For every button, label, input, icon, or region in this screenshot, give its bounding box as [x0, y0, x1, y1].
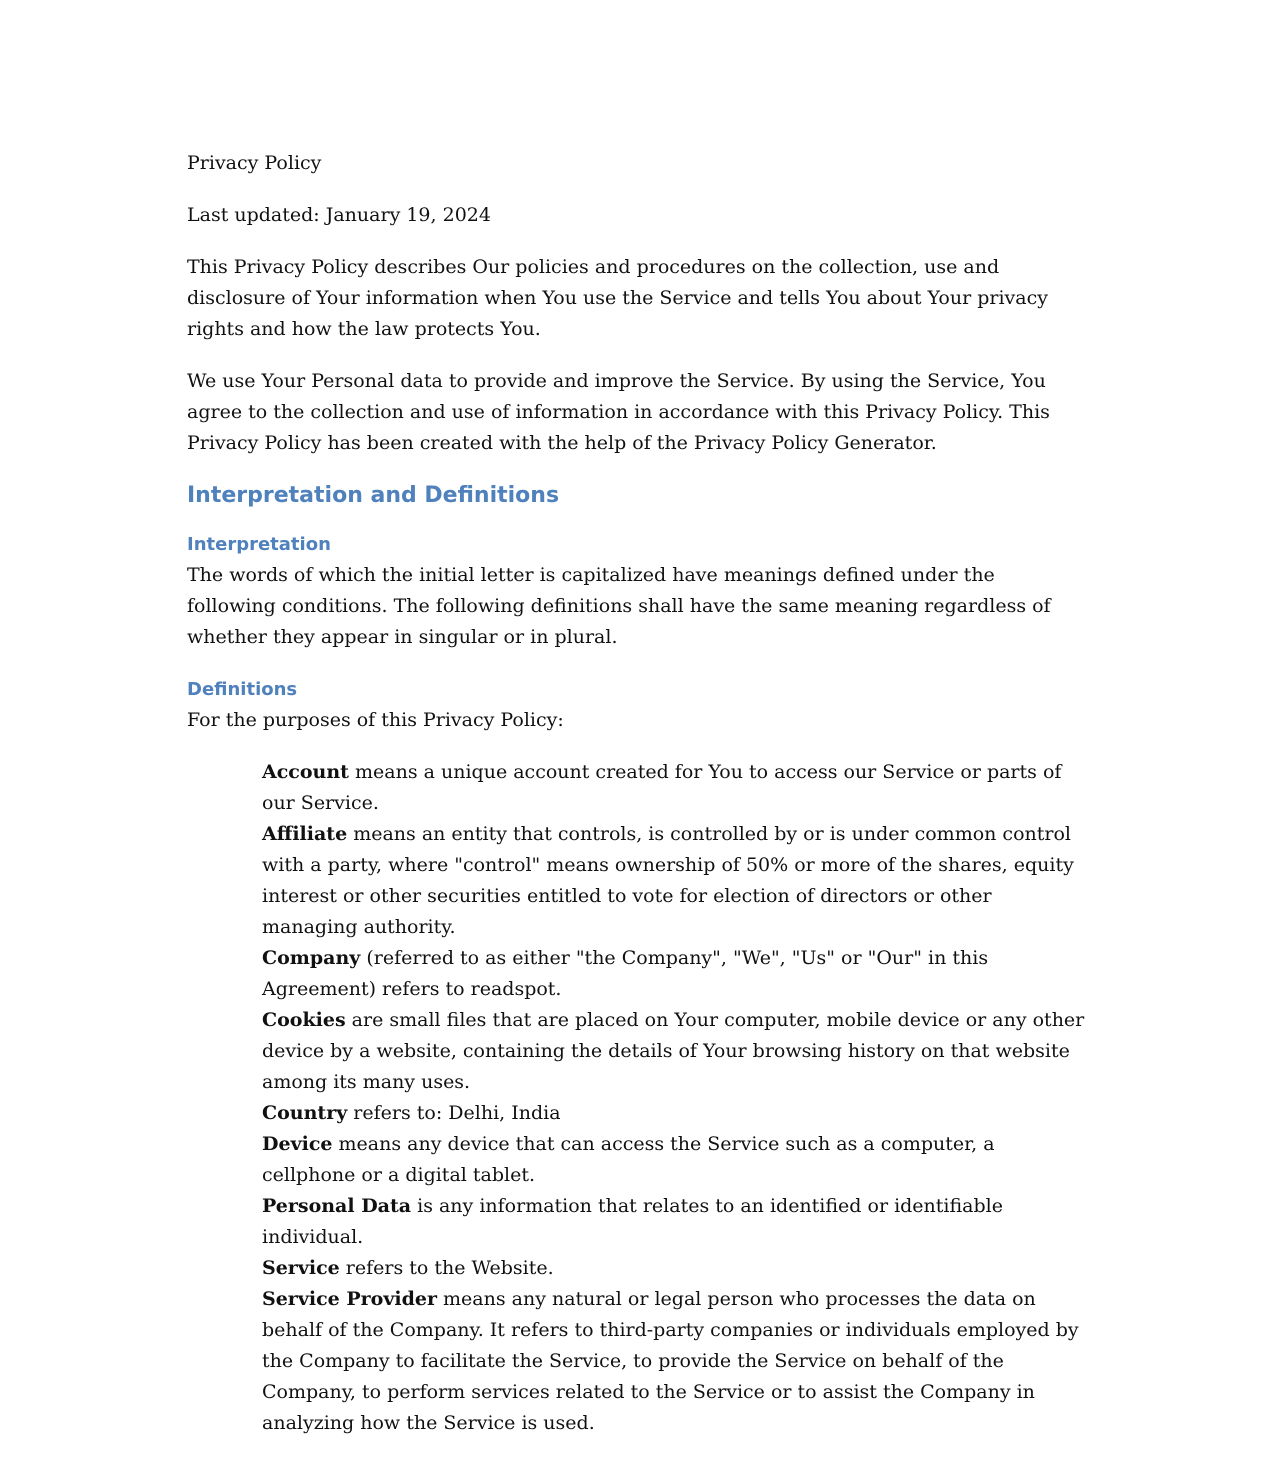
document-page: [187, 148, 1087, 1439]
definition-text: means any natural or legal person who processes the data on behalf of the Company. It refers to third-party companies or individuals employed by the Company to facilitate the Service, to provide the Service on behalf of the Company, to perform services related to the Service or to assist the Company in analyzing how the Service is used.: [262, 1288, 1079, 1434]
definition-item-cookies: [262, 1005, 1087, 1098]
definition-item-personal-data: [262, 1191, 1087, 1253]
intro-paragraph-2: We use Your Personal data to provide and improve the Service. By using the Service, You agree to the collection and use of information in accordance with this Privacy Policy. This Privacy Policy has been created with the help of the Privacy Policy Generator.: [187, 370, 1050, 454]
definition-term: Personal Data: [262, 1195, 412, 1217]
subheading-interpretation: Interpretation: [187, 534, 331, 555]
section-heading-interpretation-and-definitions: Interpretation and Definitions: [187, 483, 560, 508]
definition-item-service-provider: [262, 1284, 1087, 1439]
definition-item-country: [262, 1098, 1087, 1129]
definition-item-service: [262, 1253, 1087, 1284]
definition-item-company: [262, 943, 1087, 1005]
definitions-intro: For the purposes of this Privacy Policy:: [187, 709, 564, 731]
intro-paragraph-1: This Privacy Policy describes Our policies and procedures on the collection, use and disclosure of Your information when You use the Service and tells You about Your privacy rights and how the law protects You.: [187, 256, 1048, 340]
definition-term: Service Provider: [262, 1288, 437, 1310]
definition-term: Country: [262, 1102, 348, 1124]
definition-item-device: [262, 1129, 1087, 1191]
definition-text: are small files that are placed on Your computer, mobile device or any other device by a website, containing the details of Your browsing history on that website among its many uses.: [262, 1009, 1085, 1093]
definitions-list: [262, 757, 1087, 1439]
definition-term: Account: [262, 761, 349, 783]
last-updated: Last updated: January 19, 2024: [187, 204, 491, 226]
definition-term: Company: [262, 947, 361, 969]
definition-term: Device: [262, 1133, 333, 1155]
definition-text: means any device that can access the Service such as a computer, a cellphone or a digital tablet.: [262, 1133, 995, 1186]
definition-text: refers to the Website.: [339, 1257, 554, 1279]
definition-item-affiliate: [262, 819, 1087, 943]
definition-text: means a unique account created for You to access our Service or parts of our Service.: [262, 761, 1062, 814]
definition-term: Cookies: [262, 1009, 346, 1031]
definition-text: refers to: Delhi, India: [347, 1102, 561, 1124]
definition-term: Affiliate: [262, 823, 348, 845]
definition-item-account: [262, 757, 1087, 819]
definition-text: is any information that relates to an identified or identifiable individual.: [262, 1195, 1003, 1248]
interpretation-paragraph: The words of which the initial letter is capitalized have meanings defined under the following conditions. The following definitions shall have the same meaning regardless of whether they appear in singular or in plural.: [187, 564, 1051, 648]
definition-text: (referred to as either "the Company", "We", "Us" or "Our" in this Agreement) refers to readspot.: [262, 947, 989, 1000]
definition-term: Service: [262, 1257, 340, 1279]
definition-text: means an entity that controls, is controlled by or is under common control with a party, where "control" means ownership of 50% or more of the shares, equity interest or other securities entitled to vote for election of directors or other managing authority.: [262, 823, 1074, 938]
subheading-definitions: Definitions: [187, 679, 298, 700]
document-title: Privacy Policy: [187, 152, 322, 174]
